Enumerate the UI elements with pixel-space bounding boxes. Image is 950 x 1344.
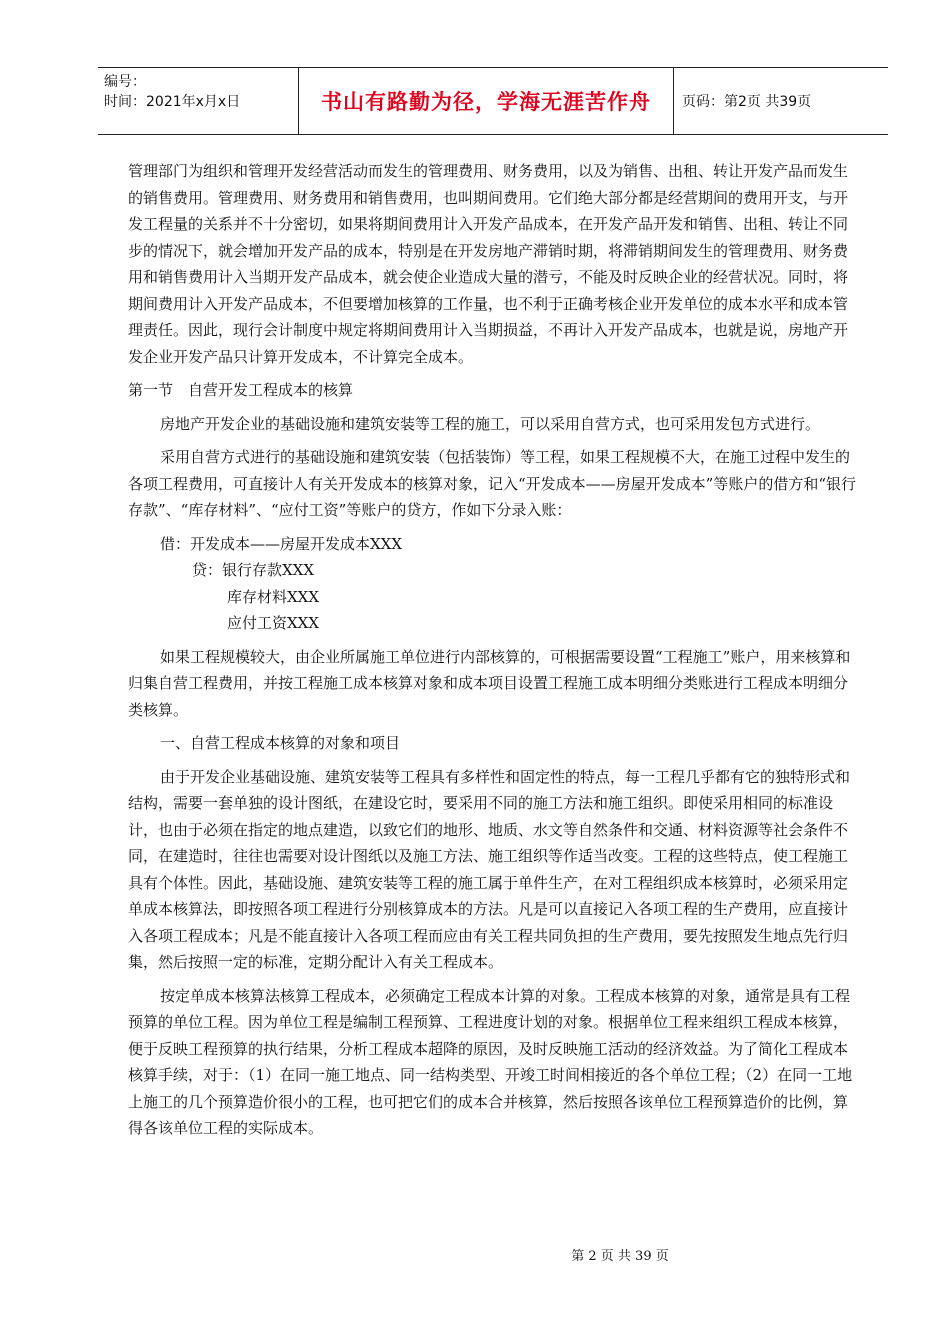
page-footer: 第 2 页 共 39 页	[571, 1249, 669, 1264]
document-time-label: 时间：2021年x月x日	[104, 94, 241, 110]
header-page-label: 页码：第2页 共39页	[682, 94, 812, 110]
paragraph-project-characteristics: 由于开发企业基础设施、建筑安装等工程具有多样性和固定性的特点，每一工程几乎都有它的独特形式和结构，需要一套单独的设计图纸，在建设它时，要采用不同的施工方法和施工组织。即使采用相同的标准设计，也由于必须在指定的地点建造，以致它们的地形、地质、水文等自然条件和交通、材料资源等社会条件不同，在建造时，往往也需要对设计图纸以及施工方法、施工组织等作适当改变。工程的这些特点，使工程施工具有个体性。因此，基础设施、建筑安装等工程的施工属于单件生产，在对工程组织成本核算时，必须采用定单成本核算法，即按照各项工程进行分别核算成本的方法。凡是可以直接记入各项工程的生产费用，应直接计入各项工程成本；凡是不能直接计入各项工程而应由有关工程共同负担的生产费用，要先按照发生地点先行归集，然后按照一定的标准，定期分配计入有关工程成本。	[128, 767, 851, 971]
paragraph-construction-methods: 房地产开发企业的基础设施和建筑安装等工程的施工，可以采用自营方式，也可采用发包方式进行。	[160, 414, 821, 433]
paragraph-self-operated: 采用自营方式进行的基础设施和建筑安装（包括装饰）等工程，如果工程规模不大，在施工过程中发生的各项工程费用，可直接计人有关开发成本的核算对象，记入“开发成本——房屋开发成本”等账户的借方和“银行存款”、“库存材料”、“应付工资”等账户的贷方，作如下分录入账：	[128, 448, 857, 519]
document-body	[128, 158, 858, 1142]
header-motto-cell	[299, 68, 674, 134]
paragraph-large-projects: 如果工程规模较大，由企业所属施工单位进行内部核算的，可根据需要设置“工程施工”账户，用来核算和归集自营工程费用，并按工程施工成本核算对象和成本项目设置工程施工成本明细分类账进行工程成本明细分类核算。	[128, 647, 851, 719]
header-meta	[98, 68, 299, 134]
header-motto: 书山有路勤为径，学海无涯苦作舟	[321, 90, 651, 114]
journal-credit-inventory: 库存材料XXX	[227, 587, 320, 606]
journal-credit: 贷：银行存款XXX	[192, 561, 315, 579]
paragraph-period-expenses: 管理部门为组织和管理开发经营活动而发生的管理费用、财务费用，以及为销售、出租、转让开发产品而发生的销售费用。管理费用、财务费用和销售费用，也叫期间费用。它们绝大部分都是经营期间的费用开支，与开发工程量的关系并不十分密切，如果将期间费用计入开发产品成本，在开发产品开发和销售、出租、转让不同步的情况下，就会增加开发产品的成本，特别是在开发房地产滞销时期，将滞销期间发生的管理费用、财务费用和销售费用计入当期开发产品成本，就会使企业造成大量的潜亏，不能及时反映企业的经营状况。同时，将期间费用计入开发产品成本，不但要增加核算的工作量，也不利于正确考核企业开发单位的成本水平和成本管理责任。因此，现行会计制度中规定将期间费用计入当期损益，不再计入开发产品成本，也就是说，房地产开发企业开发产品只计算开发成本，不计算完全成本。	[128, 162, 849, 366]
journal-credit-wages: 应付工资XXX	[227, 614, 320, 632]
document-number-label: 编号：	[104, 74, 146, 90]
subsection-title: 一、自营工程成本核算的对象和项目	[160, 734, 401, 752]
section-title: 第一节 自营开发工程成本的核算	[128, 381, 354, 399]
page-header	[98, 67, 888, 135]
journal-debit: 借：开发成本——房屋开发成本XXX	[160, 534, 403, 553]
paragraph-costing-objects: 按定单成本核算法核算工程成本，必须确定工程成本计算的对象。工程成本核算的对象，通常是具有工程预算的单位工程。因为单位工程是编制工程预算、工程进度计划的对象。根据单位工程来组织工程成本核算，便于反映工程预算的执行结果，分析工程成本超降的原因，及时反映施工活动的经济效益。为了简化工程成本核算手续，对于：（1）在同一施工地点、同一结构类型、开竣工时间相接近的各个单位工程；（2）在同一工地上施工的几个预算造价很小的工程，也可把它们的成本合并核算，然后按照各该单位工程预算造价的比例，算得各该单位工程的实际成本。	[128, 986, 853, 1137]
